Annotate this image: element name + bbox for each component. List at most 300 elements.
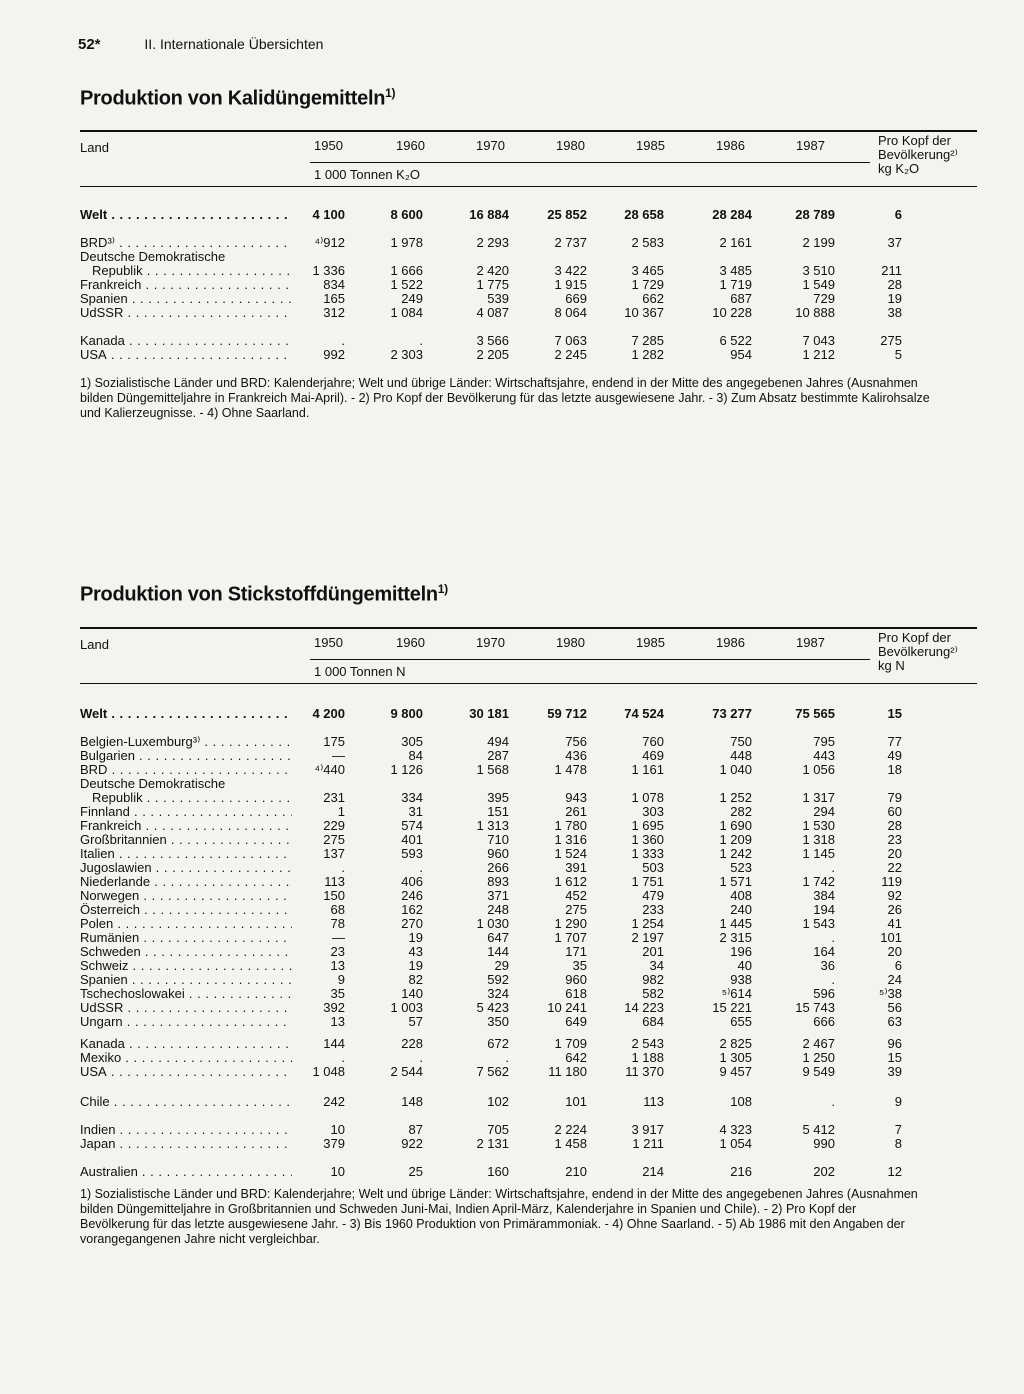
page-number: 52*	[78, 36, 101, 53]
cell-value: 196	[730, 944, 752, 959]
cell-value: 229	[323, 818, 345, 833]
per-capita-header-line: kg K₂O	[878, 161, 920, 176]
cell-value: 1 188	[631, 1050, 664, 1065]
cell-value: 57	[408, 1014, 423, 1029]
column-header-land: Land	[80, 637, 109, 652]
cell-value: 74 524	[624, 706, 664, 721]
cell-value: 1 666	[390, 263, 423, 278]
cell-value: —	[332, 748, 345, 763]
table-row	[80, 236, 977, 250]
running-title: II. Internationale Übersichten	[144, 36, 324, 52]
cell-value: .	[831, 972, 835, 987]
cell-value: 13	[330, 1014, 345, 1029]
row-label-land: UdSSR . . .	[80, 1001, 292, 1015]
cell-value: 436	[565, 748, 587, 763]
row-label-land: Italien . . .	[80, 847, 292, 861]
table-row	[80, 749, 977, 763]
cell-value: 20	[887, 846, 902, 861]
cell-value: 228	[401, 1036, 423, 1051]
cell-value: 246	[401, 888, 423, 903]
cell-value: 1 333	[631, 846, 664, 861]
cell-value: 294	[813, 804, 835, 819]
cell-value: 1 780	[554, 818, 587, 833]
cell-value: 175	[323, 734, 345, 749]
table-row	[80, 945, 977, 959]
row-label-land: Australien . . .	[80, 1165, 292, 1179]
cell-value: 101	[880, 930, 902, 945]
cell-value: 1 305	[719, 1050, 752, 1065]
cell-value: 113	[324, 874, 345, 889]
row-label-land: Jugoslawien . . .	[80, 861, 292, 875]
unit-label: 1 000 Tonnen K₂O	[314, 167, 420, 182]
cell-value: 28 658	[624, 207, 664, 222]
cell-value: 669	[565, 291, 587, 306]
cell-value: 63	[887, 1014, 902, 1029]
cell-value: 34	[649, 958, 664, 973]
page-header	[78, 36, 323, 53]
cell-value: 240	[730, 902, 752, 917]
row-label-land: Ungarn . . .	[80, 1015, 292, 1029]
cell-value: 954	[730, 347, 752, 362]
per-capita-header-line: Bevölkerung²⁾	[878, 147, 958, 162]
cell-value: 647	[487, 930, 509, 945]
cell-value: 13	[330, 958, 345, 973]
cell-value: 202	[813, 1164, 835, 1179]
cell-value: 443	[813, 748, 835, 763]
cell-value: 6 522	[719, 333, 752, 348]
cell-value: 39	[887, 1064, 902, 1079]
column-header-year: 1970	[476, 138, 505, 153]
cell-value: 19	[408, 930, 423, 945]
row-label-land: UdSSR . . .	[80, 306, 292, 320]
cell-value: 6	[894, 958, 902, 973]
cell-value: 108	[730, 1094, 752, 1109]
cell-value: 41	[887, 916, 902, 931]
cell-value: 79	[887, 790, 902, 805]
table-row	[80, 903, 977, 917]
cell-value: 523	[730, 860, 752, 875]
cell-value: 1 751	[631, 874, 664, 889]
cell-value: 539	[487, 291, 509, 306]
table2-title: Produktion von Stickstoffdüngemitteln$^{1)}$	[80, 582, 448, 606]
cell-value: ⁴⁾912	[314, 235, 345, 250]
cell-value: 1 040	[719, 762, 752, 777]
cell-value: 68	[330, 902, 345, 917]
cell-value: 391	[565, 860, 587, 875]
cell-value: 137	[323, 846, 345, 861]
cell-value: 1 543	[802, 916, 835, 931]
row-label-land: Frankreich . . .	[80, 819, 292, 833]
cell-value: 24	[887, 972, 902, 987]
cell-value: 1 549	[802, 277, 835, 292]
cell-value: 312	[323, 305, 345, 320]
table-row	[80, 917, 977, 931]
row-label-land: Spanien . . .	[80, 292, 292, 306]
cell-value: 82	[408, 972, 423, 987]
cell-value: 11 370	[625, 1064, 664, 1079]
cell-value: 1 445	[719, 916, 752, 931]
row-label-land: Welt . . .	[80, 208, 292, 222]
column-header-year: 1986	[716, 138, 745, 153]
cell-value: 1 478	[554, 762, 587, 777]
cell-value: 9 800	[390, 706, 423, 721]
cell-value: 19	[887, 291, 902, 306]
cell-value: 160	[487, 1164, 509, 1179]
cell-value: 452	[565, 888, 587, 903]
row-label-land: Deutsche Demokratische	[80, 250, 226, 264]
cell-value: 1 003	[390, 1000, 423, 1015]
cell-value: 5 423	[476, 1000, 509, 1015]
cell-value: 4 200	[312, 706, 345, 721]
cell-value: 2 161	[719, 235, 752, 250]
row-label-land: Frankreich . . .	[80, 278, 292, 292]
cell-value: .	[419, 333, 423, 348]
cell-value: 16 884	[469, 207, 509, 222]
cell-value: 233	[642, 902, 664, 917]
cell-value: 144	[487, 944, 509, 959]
table-row	[80, 1065, 977, 1079]
cell-value: 494	[487, 734, 509, 749]
table-row	[80, 250, 977, 264]
cell-value: 350	[487, 1014, 509, 1029]
cell-value: 1 690	[719, 818, 752, 833]
cell-value: ⁴⁾440	[314, 762, 345, 777]
cell-value: 922	[401, 1136, 423, 1151]
cell-value: 28 789	[795, 207, 835, 222]
table-stickstoffdungemittel	[80, 627, 977, 1182]
cell-value: 960	[565, 972, 587, 987]
cell-value: .	[419, 860, 423, 875]
cell-value: 23	[330, 944, 345, 959]
table-row	[80, 1001, 977, 1015]
cell-value: 479	[642, 888, 664, 903]
per-capita-header-line: Pro Kopf der	[878, 630, 951, 645]
column-header-year: 1986	[716, 635, 745, 650]
cell-value: 18	[887, 762, 902, 777]
cell-value: 23	[887, 832, 902, 847]
cell-value: 20	[887, 944, 902, 959]
cell-value: 705	[487, 1122, 509, 1137]
row-label-land: Kanada . . .	[80, 1037, 292, 1051]
table-row	[80, 987, 977, 1001]
cell-value: 201	[642, 944, 664, 959]
cell-value: 8 064	[554, 305, 587, 320]
cell-value: 10 241	[547, 1000, 587, 1015]
cell-value: 943	[565, 790, 587, 805]
cell-value: 275	[565, 902, 587, 917]
column-header-year: 1960	[396, 138, 425, 153]
cell-value: ⁵⁾38	[878, 986, 902, 1001]
cell-value: 324	[487, 986, 509, 1001]
cell-value: 1 742	[802, 874, 835, 889]
cell-value: 1 054	[719, 1136, 752, 1151]
table-row	[80, 791, 977, 805]
table1-footnotes	[80, 376, 985, 421]
cell-value: 270	[401, 916, 423, 931]
top-rule	[80, 130, 977, 132]
cell-value: 19	[408, 958, 423, 973]
table-kalidungemittel	[80, 130, 977, 370]
cell-value: 151	[487, 804, 509, 819]
cell-value: 78	[330, 916, 345, 931]
table-row	[80, 1015, 977, 1029]
cell-value: 710	[487, 832, 509, 847]
cell-value: 5	[894, 347, 902, 362]
cell-value: 2 197	[631, 930, 664, 945]
cell-value: 2 245	[554, 347, 587, 362]
cell-value: 1 336	[312, 263, 345, 278]
cell-value: 384	[813, 888, 835, 903]
per-capita-header	[878, 631, 958, 673]
cell-value: 1 313	[476, 818, 509, 833]
cell-value: 7 063	[554, 333, 587, 348]
cell-value: 1 530	[802, 818, 835, 833]
cell-value: 10 888	[795, 305, 835, 320]
cell-value: 1 212	[802, 347, 835, 362]
cell-value: 15 221	[712, 1000, 752, 1015]
cell-value: 28	[887, 818, 902, 833]
cell-value: 990	[813, 1136, 835, 1151]
table-row	[80, 777, 977, 791]
cell-value: 15 743	[795, 1000, 835, 1015]
cell-value: 28	[887, 277, 902, 292]
cell-value: 11 180	[548, 1064, 587, 1079]
table-row	[80, 264, 977, 278]
cell-value: 7 043	[802, 333, 835, 348]
cell-value: 893	[487, 874, 509, 889]
cell-value: 75 565	[795, 706, 835, 721]
table-row	[80, 1137, 977, 1151]
cell-value: 211	[881, 263, 902, 278]
table-row	[80, 292, 977, 306]
cell-value: 10	[330, 1164, 345, 1179]
table-row	[80, 833, 977, 847]
cell-value: 249	[401, 291, 423, 306]
column-header-year: 1980	[556, 635, 585, 650]
cell-value: 1 612	[554, 874, 587, 889]
cell-value: 40	[737, 958, 752, 973]
cell-value: 1 775	[476, 277, 509, 292]
cell-value: 3 566	[476, 333, 509, 348]
cell-value: 28 284	[712, 207, 752, 222]
cell-value: 2 315	[719, 930, 752, 945]
row-label-land: Tschechoslowakei . . .	[80, 987, 292, 1001]
cell-value: 26	[887, 902, 902, 917]
cell-value: 649	[565, 1014, 587, 1029]
cell-value: 37	[887, 235, 902, 250]
cell-value: 666	[813, 1014, 835, 1029]
cell-value: 162	[401, 902, 423, 917]
footnote-line: 1) Sozialistische Länder und BRD: Kalenderjahre; Welt und übrige Länder: Wirtschaftsjahre, endend in der Mitte des angegebenen Jahres (Ausnahmen	[80, 1187, 918, 1201]
cell-value: 10 367	[624, 305, 664, 320]
column-header-year: 1960	[396, 635, 425, 650]
cell-value: 25 852	[547, 207, 587, 222]
cell-value: 760	[642, 734, 664, 749]
cell-value: 960	[487, 846, 509, 861]
row-label-land: Österreich . . .	[80, 903, 292, 917]
per-capita-header-line: kg N	[878, 658, 905, 673]
cell-value: 7	[894, 1122, 902, 1137]
cell-value: 1 571	[719, 874, 752, 889]
cell-value: 1 522	[390, 277, 423, 292]
cell-value: 102	[487, 1094, 509, 1109]
table-row	[80, 306, 977, 320]
cell-value: 6	[894, 207, 902, 222]
table-row	[80, 334, 977, 348]
table-row	[80, 861, 977, 875]
cell-value: 1 048	[312, 1064, 345, 1079]
cell-value: 1 084	[390, 305, 423, 320]
table-row	[80, 959, 977, 973]
cell-value: 49	[887, 748, 902, 763]
cell-value: 1 056	[802, 762, 835, 777]
row-label-land: Spanien . . .	[80, 973, 292, 987]
cell-value: 2 205	[476, 347, 509, 362]
cell-value: .	[831, 930, 835, 945]
cell-value: 642	[565, 1050, 587, 1065]
cell-value: 3 510	[802, 263, 835, 278]
cell-value: 2 825	[719, 1036, 752, 1051]
cell-value: 1 709	[554, 1036, 587, 1051]
row-label-land: Schweiz . . .	[80, 959, 292, 973]
row-label-land: Deutsche Demokratische	[80, 777, 226, 791]
row-label-land: Kanada . . .	[80, 334, 292, 348]
table-row	[80, 931, 977, 945]
cell-value: 2 543	[631, 1036, 664, 1051]
cell-value: 164	[813, 944, 835, 959]
cell-value: 14 223	[624, 1000, 664, 1015]
cell-value: 30 181	[469, 706, 509, 721]
cell-value: 1 290	[554, 916, 587, 931]
cell-value: 469	[642, 748, 664, 763]
cell-value: 282	[730, 804, 752, 819]
cell-value: .	[831, 1094, 835, 1109]
cell-value: 9 549	[802, 1064, 835, 1079]
row-label-land: Japan . . .	[80, 1137, 292, 1151]
cell-value: 1 250	[802, 1050, 835, 1065]
cell-value: 22	[887, 860, 902, 875]
per-capita-header-line: Pro Kopf der	[878, 133, 951, 148]
cell-value: 596	[813, 986, 835, 1001]
table-row	[80, 1095, 977, 1109]
cell-value: 750	[730, 734, 752, 749]
column-header-year: 1950	[314, 138, 343, 153]
cell-value: 1 145	[802, 846, 835, 861]
cell-value: 1 729	[631, 277, 664, 292]
table-row	[80, 847, 977, 861]
cell-value: 305	[401, 734, 423, 749]
per-capita-header	[878, 134, 958, 176]
cell-value: 5 412	[802, 1122, 835, 1137]
cell-value: 1 317	[802, 790, 835, 805]
row-label-land: BRD . . .	[80, 763, 292, 777]
cell-value: 140	[401, 986, 423, 1001]
cell-value: 4 087	[476, 305, 509, 320]
row-label-land: Finnland . . .	[80, 805, 292, 819]
cell-value: 1 078	[631, 790, 664, 805]
cell-value: 1 568	[476, 762, 509, 777]
header-rule-years	[310, 162, 870, 163]
cell-value: 1 458	[554, 1136, 587, 1151]
cell-value: 2 544	[390, 1064, 423, 1079]
cell-value: 36	[820, 958, 835, 973]
cell-value: 982	[642, 972, 664, 987]
top-rule	[80, 627, 977, 629]
cell-value: 1 161	[631, 762, 664, 777]
column-header-year: 1970	[476, 635, 505, 650]
cell-value: 684	[642, 1014, 664, 1029]
cell-value: 592	[487, 972, 509, 987]
cell-value: 15	[887, 1050, 902, 1065]
cell-value: 231	[323, 790, 345, 805]
cell-value: 1 695	[631, 818, 664, 833]
cell-value: 59 712	[547, 706, 587, 721]
cell-value: 1 707	[554, 930, 587, 945]
header-rule-bottom	[80, 186, 977, 187]
cell-value: 242	[323, 1094, 345, 1109]
table-row	[80, 889, 977, 903]
cell-value: .	[831, 860, 835, 875]
cell-value: 2 131	[476, 1136, 509, 1151]
cell-value: 2 224	[554, 1122, 587, 1137]
column-header-year: 1985	[636, 635, 665, 650]
cell-value: 2 737	[554, 235, 587, 250]
cell-value: 593	[401, 846, 423, 861]
table-row	[80, 973, 977, 987]
column-header-year: 1987	[796, 635, 825, 650]
cell-value: 31	[408, 804, 423, 819]
row-label-land: Bulgarien . . .	[80, 749, 292, 763]
cell-value: 2 293	[476, 235, 509, 250]
row-label-land: Welt . . .	[80, 707, 292, 721]
row-label-land: Chile . . .	[80, 1095, 292, 1109]
table2-footnotes	[80, 1187, 985, 1247]
cell-value: 287	[487, 748, 509, 763]
cell-value: 1 360	[631, 832, 664, 847]
cell-value: 1 254	[631, 916, 664, 931]
cell-value: 687	[730, 291, 752, 306]
cell-value: 144	[323, 1036, 345, 1051]
row-label-land: Republik . . .	[80, 791, 292, 805]
cell-value: 10 228	[712, 305, 752, 320]
table-row	[80, 819, 977, 833]
cell-value: 113	[643, 1094, 664, 1109]
cell-value: 1 978	[390, 235, 423, 250]
row-label-land: USA . . .	[80, 348, 292, 362]
cell-value: 2 420	[476, 263, 509, 278]
cell-value: 29	[494, 958, 509, 973]
cell-value: 60	[887, 804, 902, 819]
cell-value: 729	[813, 291, 835, 306]
cell-value: 392	[323, 1000, 345, 1015]
cell-value: 1 282	[631, 347, 664, 362]
cell-value: 1 719	[719, 277, 752, 292]
cell-value: 371	[487, 888, 509, 903]
footnote-line: und Kalierzeugnisse. - 4) Ohne Saarland.	[80, 406, 310, 420]
unit-label: 1 000 Tonnen N	[314, 664, 406, 679]
footnote-line: vorangegangenen Jahre nicht vergleichbar.	[80, 1232, 320, 1246]
cell-value: 938	[730, 972, 752, 987]
cell-value: 9	[894, 1094, 902, 1109]
cell-value: 574	[401, 818, 423, 833]
row-label-land: Polen . . .	[80, 917, 292, 931]
cell-value: 35	[330, 986, 345, 1001]
column-header-year: 1980	[556, 138, 585, 153]
cell-value: 1 252	[719, 790, 752, 805]
cell-value: —	[332, 930, 345, 945]
column-header-year: 1987	[796, 138, 825, 153]
cell-value: .	[505, 1050, 509, 1065]
